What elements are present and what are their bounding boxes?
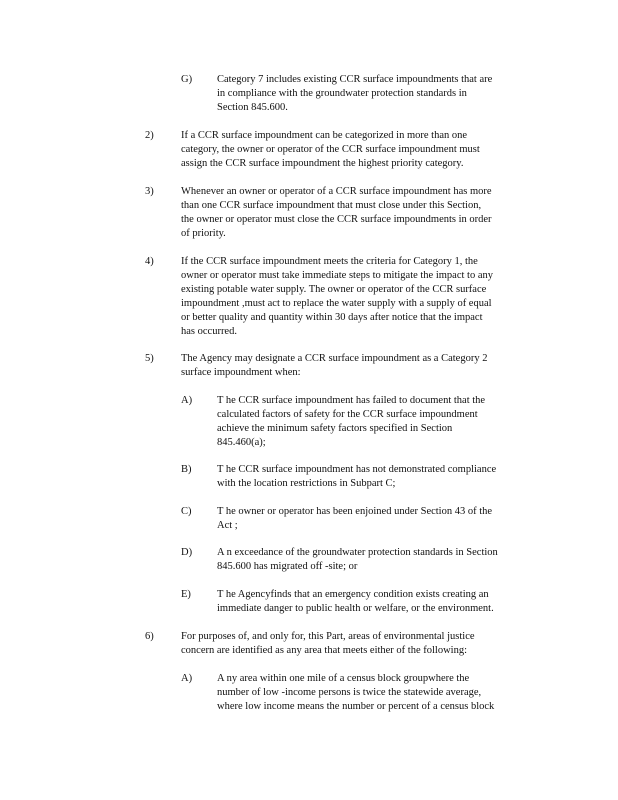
paragraph-text: The Agency may designate a CCR surface impoundment as a Category 2 surface impoundment when:: [181, 353, 488, 378]
paragraph-label: 4): [145, 256, 154, 267]
item-label: G): [181, 74, 193, 85]
paragraph-text: For purposes of, and only for, this Part, areas of environmental justice concern are identified as any area that meets either of the following:: [181, 631, 475, 656]
paragraph-label: 5): [145, 353, 154, 364]
subitem-label: A): [181, 395, 193, 406]
subitem-label: A): [181, 673, 193, 684]
paragraph-label: 2): [145, 130, 154, 141]
subitem-label: E): [181, 589, 191, 600]
subitem-text: A n exceedance of the groundwater protection standards in Section 845.600 has migrated off -site; or: [217, 547, 498, 572]
paragraph-text: If the CCR surface impoundment meets the criteria for Category 1, the owner or operator must take immediate steps to mitigate the impact to any existing potable water supply. The owner or operator of the CCR surface impoundment ,must act to replace the water supply with a supply of equal or better quality and quantity within 30 days after notice that the impact has occurred.: [181, 256, 493, 337]
subitem-text: T he CCR surface impoundment has failed to document that the calculated factors of safety for the CCR surface impoundment achieve the minimum safety factors specified in Section 845.460(a);: [217, 395, 486, 448]
subitem-label: D): [181, 547, 193, 558]
item-text: Category 7 includes existing CCR surface impoundments that are in compliance with the groundwater protection standards in Section 845.600.: [217, 74, 493, 113]
subitem-text: T he CCR surface impoundment has not demonstrated compliance with the location restrictions in Subpart C;: [217, 464, 497, 489]
paragraph-label: 6): [145, 631, 154, 642]
paragraph-text: If a CCR surface impoundment can be categorized in more than one category, the owner or operator of the CCR surface impoundment must assign the CCR surface impoundment the highest priority category.: [181, 130, 480, 169]
subitem-label: B): [181, 464, 192, 475]
paragraph-label: 3): [145, 186, 154, 197]
paragraph-text: Whenever an owner or operator of a CCR surface impoundment has more than one CCR surface impoundment that must close under this Section, the owner or operator must close the CCR surface impoundments in order of priority.: [181, 186, 492, 239]
subitem-text: T he owner or operator has been enjoined under Section 43 of the Act ;: [217, 506, 493, 531]
subitem-text: T he Agencyfinds that an emergency condition exists creating an immediate danger to public health or welfare, or the environment.: [217, 589, 494, 614]
subitem-text: A ny area within one mile of a census block groupwhere the number of low -income persons is twice the statewide average, where low income means the number or percent of a census block: [217, 673, 495, 712]
subitem-label: C): [181, 506, 192, 517]
